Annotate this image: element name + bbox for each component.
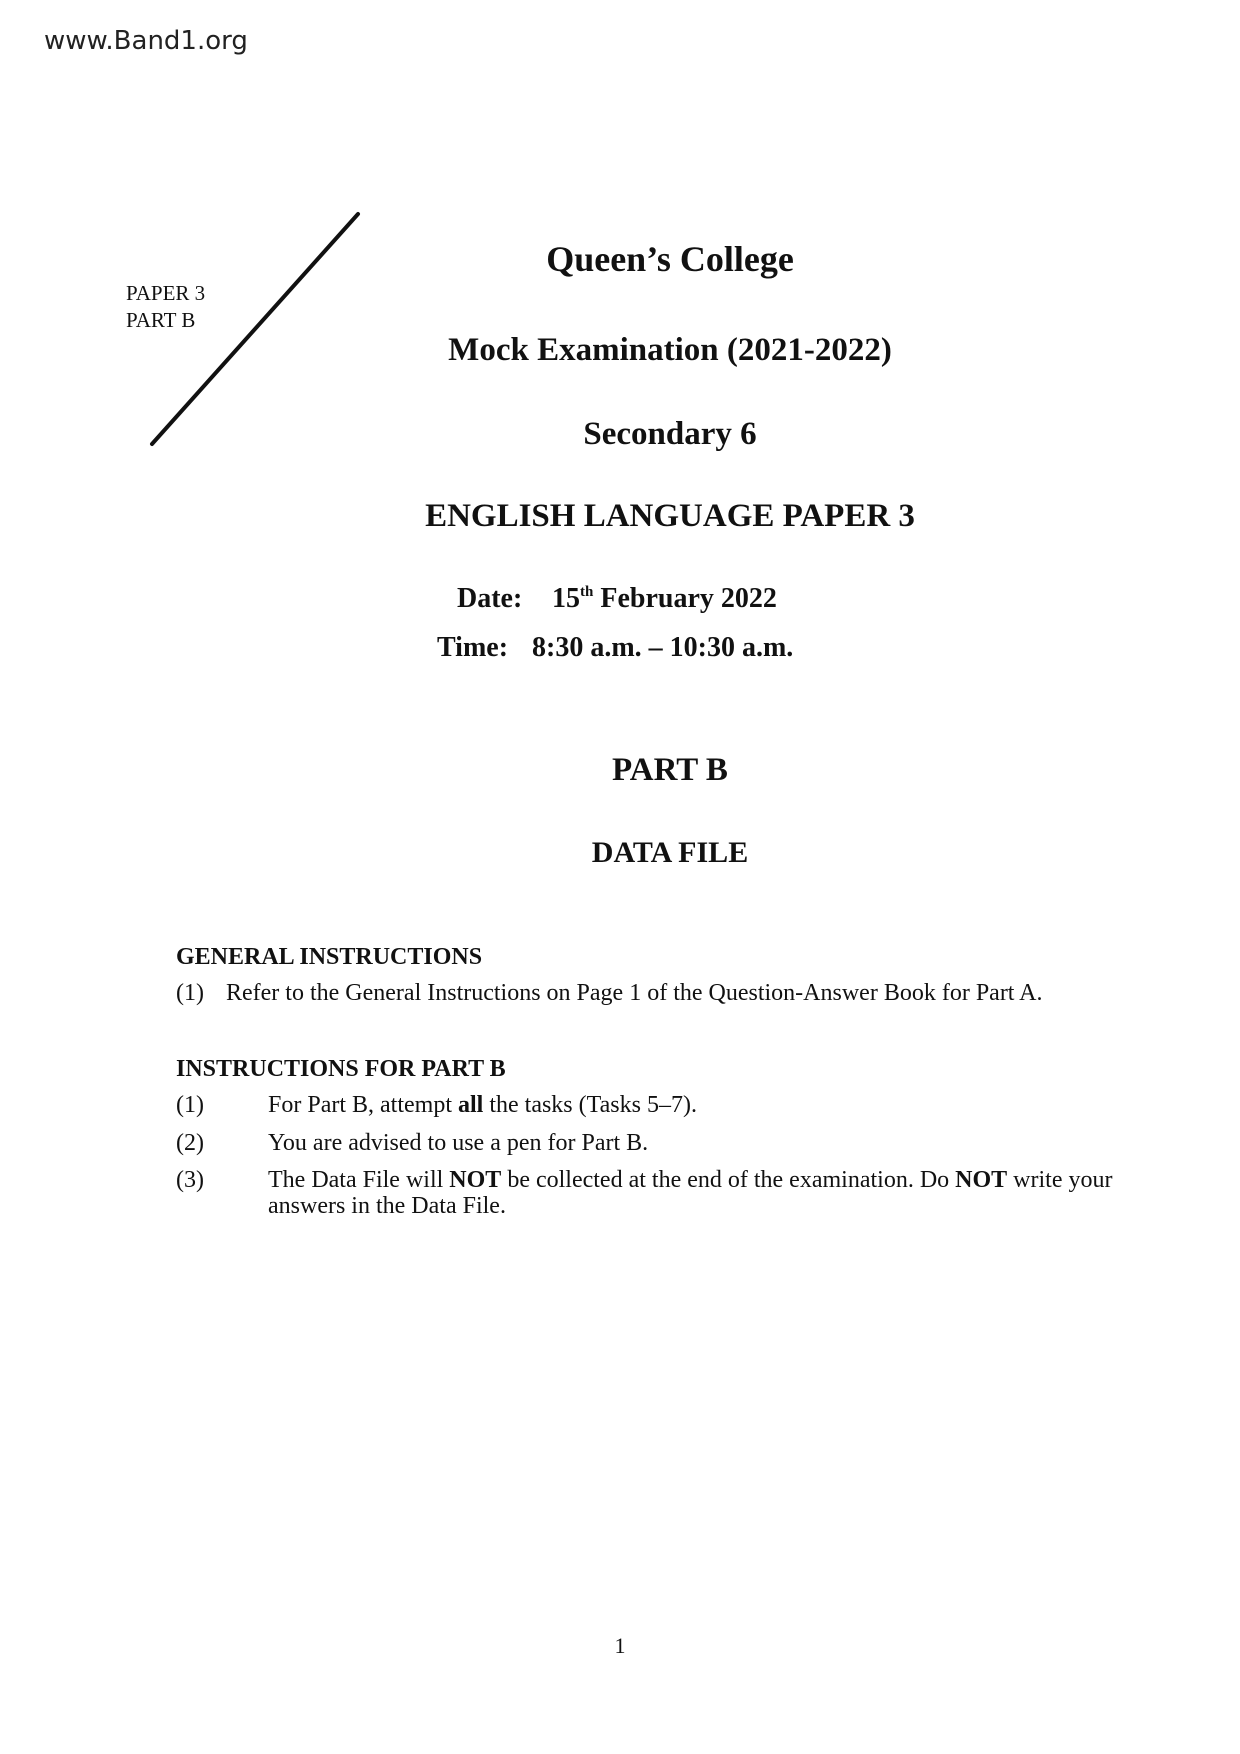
exam-title: Mock Examination (2021-2022) [448,332,892,368]
date-label: Date: [457,583,523,614]
item-number: (3) [176,1167,204,1193]
date-rest: February 2022 [593,583,777,614]
diagonal-slash-line [146,210,366,450]
item-text: You are advised to use a pen for Part B. [268,1130,649,1156]
paper-label: PAPER 3 [126,281,206,305]
paper-title: ENGLISH LANGUAGE PAPER 3 [425,498,915,534]
item-number: (2) [176,1130,204,1156]
text-segment: write your answers in the Data File. [268,1167,1113,1219]
item-text: Refer to the General Instructions on Page 1 of the Question-Answer Book for Part A. [226,980,1043,1006]
exam-time [437,632,793,664]
emphasis-text: all [457,1092,484,1118]
part-label: PART B [126,308,196,332]
school-name: Queen’s College [546,239,794,279]
form-level: Secondary 6 [583,416,757,452]
item-number: (1) [176,1092,204,1118]
general-instructions-heading: GENERAL INSTRUCTIONS [176,944,483,970]
text-segment: The Data File will [268,1167,450,1193]
partb-instruction-item [176,1167,1116,1219]
part-heading: PART B [612,752,728,788]
partb-instruction-item [176,1130,1116,1156]
text-segment: be collected at the end of the examination. Do [501,1167,956,1193]
data-file-heading: DATA FILE [591,836,749,869]
watermark: www.Band1.org [44,26,248,56]
emphasis-text: NOT [955,1167,1008,1193]
text-segment: the tasks (Tasks 5–7). [483,1092,697,1118]
item-text [176,1092,1116,1118]
partb-instruction-item [176,1092,1116,1118]
page-number: 1 [614,1633,626,1658]
general-instruction-item [176,980,1116,1006]
time-value: 8:30 a.m. – 10:30 a.m. [532,632,794,663]
time-label: Time: [437,632,509,663]
emphasis-text: NOT [449,1167,502,1193]
item-number: (1) [176,980,204,1006]
date-day: 15 [552,583,580,614]
date-suffix: th [580,584,594,600]
item-text [176,1167,1116,1219]
partb-instructions-heading: INSTRUCTIONS FOR PART B [176,1056,506,1082]
exam-date [457,583,777,615]
text-segment: For Part B, attempt [268,1092,458,1118]
